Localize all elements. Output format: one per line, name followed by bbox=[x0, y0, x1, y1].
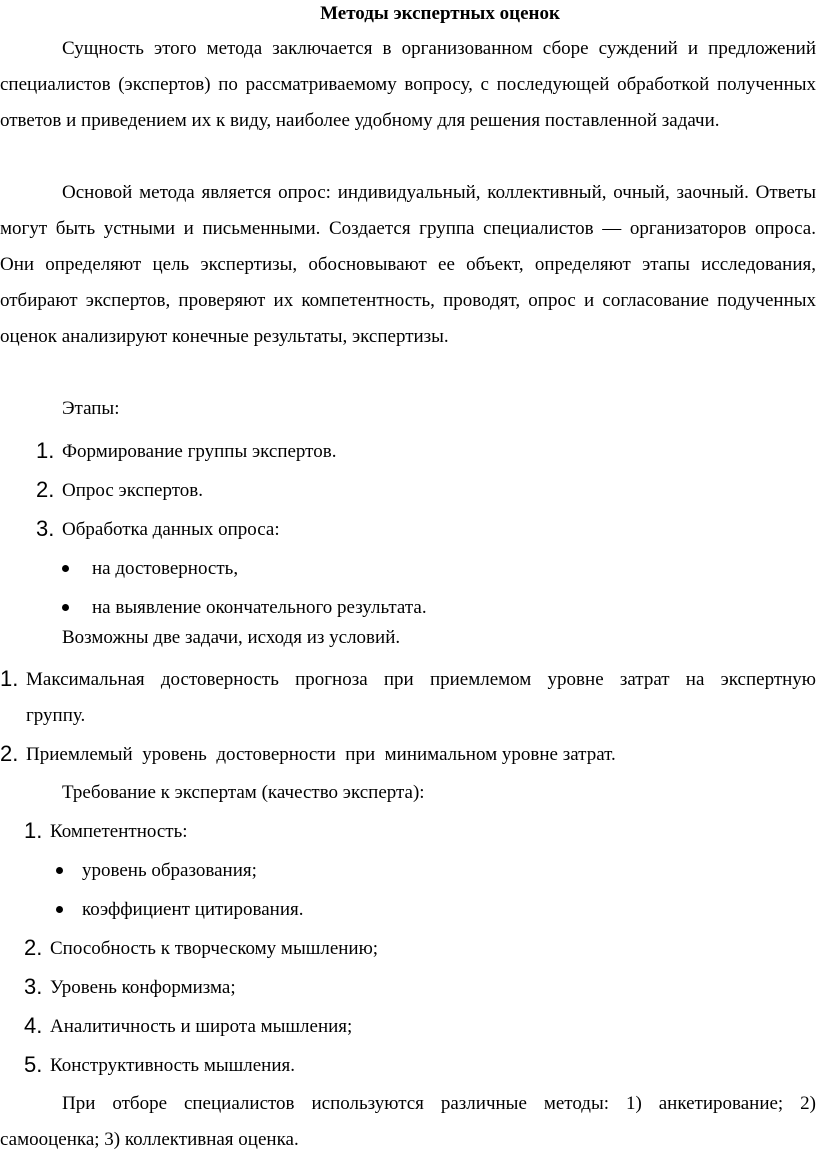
task-1-number: 1. bbox=[0, 666, 19, 691]
page-title: Методы экспертных оценок bbox=[320, 3, 560, 24]
paragraph-basis bbox=[0, 175, 816, 355]
tasks-heading: Возможны две задачи, исходя из условий. bbox=[62, 627, 401, 648]
paragraph-essence-text: Сущность этого метода заключается в организованном сборе суждений и предложений специалистов (экспертов) по рассматриваемому вопросу, с последующей обработкой полученных ответов и приведением их к виду, наиболее удобному для решения поставленной задачи. bbox=[0, 38, 816, 131]
task-1-line-1: Максимальная достоверность прогноза при приемлемом уровне затрат на экспертную bbox=[26, 669, 816, 690]
stage-bullet-1: на достоверность, bbox=[92, 558, 239, 579]
stage-1-text: Формирование группы экспертов. bbox=[62, 441, 337, 462]
paragraph-basis-text: Основой метода является опрос: индивидуальный, коллективный, очный, заочный. Ответы могут быть устными и письменными. Создается группа специалистов — организаторов опроса. Они определяют цель экспертизы, обосновывают ее объект, определяют этапы исследования, отбирают экспертов, проверяют их компетентность, проводят, опрос и согласование подученных оценок анализируют конечные результаты, экспертизы. bbox=[0, 182, 816, 347]
requirement-2-number: 2. bbox=[24, 935, 43, 960]
paragraph-essence bbox=[0, 31, 816, 139]
bullet-icon bbox=[62, 604, 69, 611]
bullet-icon bbox=[56, 867, 63, 874]
requirement-1-number: 1. bbox=[24, 818, 43, 843]
requirement-bullet-1: уровень образования; bbox=[82, 860, 257, 881]
bullet-icon bbox=[56, 906, 63, 913]
task-2-number: 2. bbox=[0, 741, 19, 766]
task-2-line-1: Приемлемый уровень достоверности при минимальном уровне затрат. bbox=[26, 744, 616, 765]
requirement-3-number: 3. bbox=[24, 974, 43, 999]
requirement-3-text: Уровень конформизма; bbox=[50, 977, 236, 998]
requirements-heading: Требование к экспертам (качество эксперта): bbox=[62, 782, 425, 803]
stages-heading: Этапы: bbox=[62, 398, 120, 419]
task-1-line-2: группу. bbox=[26, 705, 86, 726]
stage-1-number: 1. bbox=[36, 438, 55, 463]
stage-2-text: Опрос экспертов. bbox=[62, 480, 204, 501]
requirement-4-number: 4. bbox=[24, 1013, 43, 1038]
requirement-5-text: Конструктивность мышления. bbox=[50, 1055, 295, 1076]
closing-line-1: При отборе специалистов используются различные методы: 1) анкетирование; 2) bbox=[62, 1093, 816, 1114]
closing-line-2: самооценка; 3) коллективная оценка. bbox=[0, 1129, 299, 1150]
requirement-4-text: Аналитичность и широта мышления; bbox=[50, 1016, 353, 1037]
requirement-5-number: 5. bbox=[24, 1052, 43, 1077]
stage-bullet-2: на выявление окончательного результата. bbox=[92, 597, 427, 618]
requirement-1-text: Компетентность: bbox=[50, 821, 188, 842]
stage-3-number: 3. bbox=[36, 516, 55, 541]
requirement-bullet-2: коэффициент цитирования. bbox=[82, 899, 304, 920]
requirement-2-text: Способность к творческому мышлению; bbox=[50, 938, 379, 959]
stage-2-number: 2. bbox=[36, 477, 55, 502]
bullet-icon bbox=[62, 565, 69, 572]
stage-3-text: Обработка данных опроса: bbox=[62, 519, 280, 540]
